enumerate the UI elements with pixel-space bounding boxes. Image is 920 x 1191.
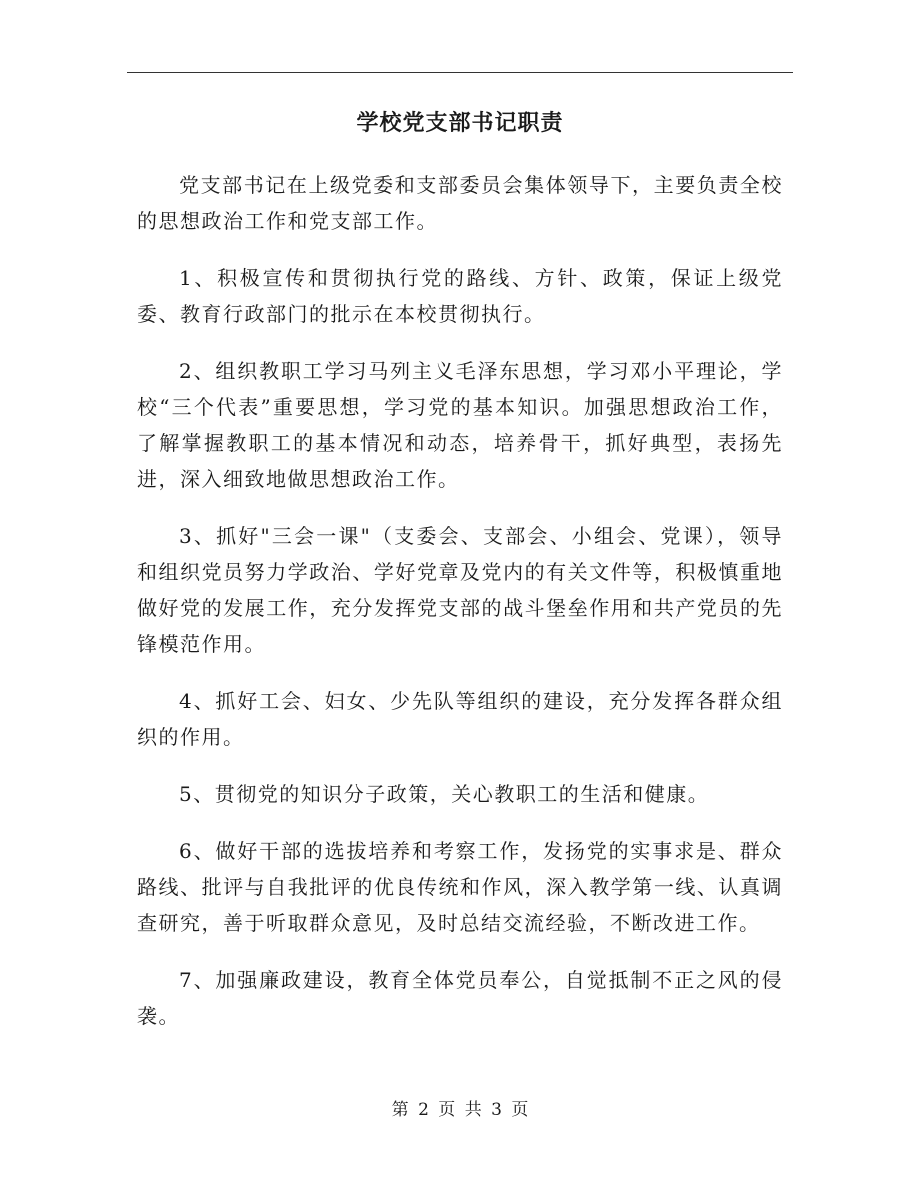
document-title: 学校党支部书记职责: [356, 110, 564, 136]
duty-item-2: 2、组织教职工学习马列主义毛泽东思想，学习邓小平理论，学校“三个代表”重要思想，学习党的基本知识。加强思想政治工作，了解掌握教职工的基本情况和动态，培养骨干，抓好典型，表扬先进，深入细致地做思想政治工作。: [137, 359, 783, 491]
header-rule: [127, 72, 793, 73]
duty-item-3: 3、抓好"三会一课"（支委会、支部会、小组会、党课），领导和组织党员努力学政治、学好党章及党内的有关文件等，积极慎重地做好党的发展工作，充分发挥党支部的战斗堡垒作用和共产党员的先锋模范作用。: [137, 524, 783, 656]
duty-item-6: 6、做好干部的选拔培养和考察工作，发扬党的实事求是、群众路线、批评与自我批评的优良传统和作风，深入教学第一线、认真调查研究，善于听取群众意见，及时总结交流经验，不断改进工作。: [137, 839, 783, 935]
intro-paragraph: 党支部书记在上级党委和支部委员会集体领导下，主要负责全校的思想政治工作和党支部工作。: [137, 173, 783, 233]
duty-item-4: 4、抓好工会、妇女、少先队等组织的建设，充分发挥各群众组织的作用。: [137, 689, 783, 749]
duty-item-7: 7、加强廉政建设，教育全体党员奉公，自觉抵制不正之风的侵袭。: [137, 968, 783, 1028]
document-body: [137, 167, 783, 1055]
page-number-footer: 第 2 页 共 3 页: [391, 1100, 529, 1120]
duty-item-5: 5、贯彻党的知识分子政策，关心教职工的生活和健康。: [179, 782, 710, 806]
duty-item-1: 1、积极宣传和贯彻执行党的路线、方针、政策，保证上级党委、教育行政部门的批示在本校贯彻执行。: [137, 266, 783, 326]
